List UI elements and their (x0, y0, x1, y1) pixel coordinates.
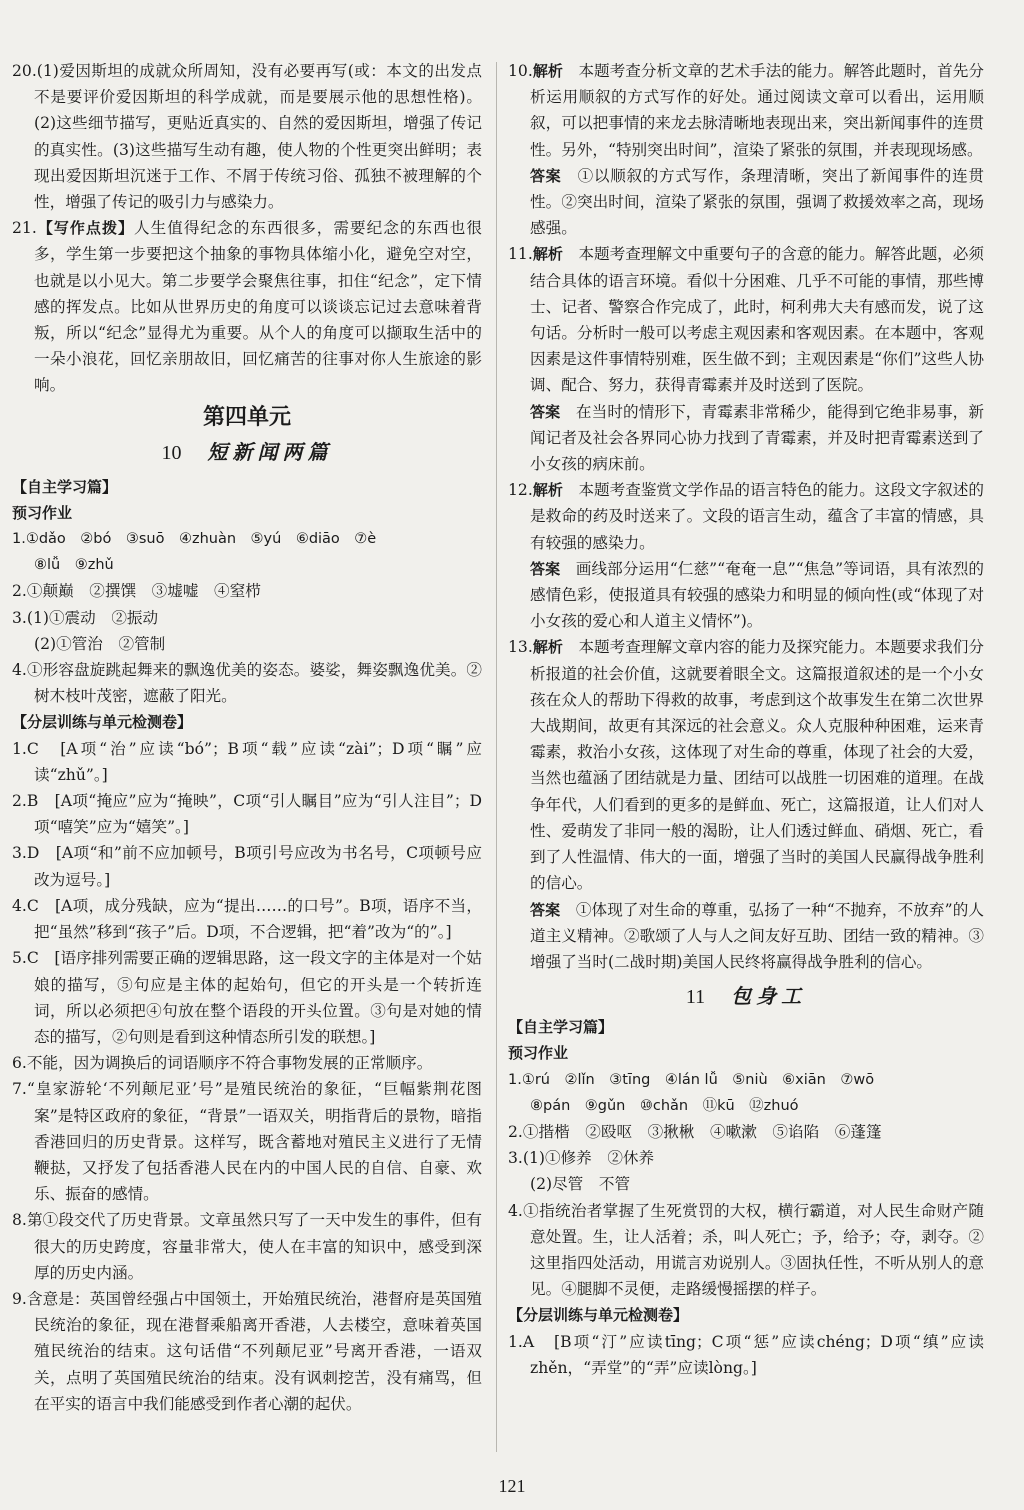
answer-12-analysis (508, 477, 984, 556)
preview-1-line-2: ⑧pán ⑨gǔn ⑩chǎn ⑪kū ⑫zhuó (530, 1097, 799, 1114)
answer-13-analysis (508, 634, 984, 896)
preview-1-line-2: ⑧lǚ ⑨zhǔ (34, 557, 114, 574)
answer-11-key-text: 在当时的情形下，青霉素非常稀少，能得到它绝非易事，新闻记者及社会各界同心协力找到了青霉素，并及时把青霉素送到了小女孩的病床前。 (530, 402, 984, 474)
lesson-11-title (508, 979, 984, 1014)
analysis-label: 解析 (532, 245, 563, 264)
answer-21-text: 人生值得纪念的东西很多，需要纪念的东西也很多，学生第一步要把这个抽象的事物具体缩小化，避免空对空，也就是以小见大。第二步要学会聚焦往事，扣住“纪念”，定下情感的挥发点。比如从世界历史的角度可以谈谈忘记过去意味着背叛，所以“纪念”显得尤为重要。从个人的角度可以撷取生活中的一朵小浪花，回忆亲朋故旧，回忆痛苦的往事对你人生旅途的影响。 (34, 219, 482, 395)
preview-2: 2.①颠巅 ②撰馔 ③墟嘘 ④窒栉 (12, 582, 261, 601)
subsection-preview: 预习作业 (508, 1044, 569, 1063)
preview-1-line-1: 1.①rú ②lǐn ③tīng ④lán lǚ ⑤niù ⑥xiān ⑦wō (508, 1071, 875, 1088)
left-column (12, 58, 482, 1417)
answer-20: 20.(1)爱因斯坦的成就众所周知，没有必要再写(或：本文的出发点不是要评价爱因斯坦的科学成就，而是要展示他的思想性格)。(2)这些细节描写，更贴近真实的、自然的爱因斯坦，增强了传记的真实性。(3)这些描写生动有趣，使人物的个性更突出鲜明；表现出爱因斯坦沉迷于工作、不屑于传统习俗、孤独不被理解的个性，增强了传记的吸引力与感染力。 (12, 62, 482, 212)
lesson-number: 10 (161, 441, 182, 464)
preview-2: 2.①揩楷 ②殴呕 ③揪楸 ④嗽漱 ⑤谄陷 ⑥蓬篷 (508, 1122, 882, 1141)
section-self-study: 【自主学习篇】 (508, 1018, 614, 1037)
train-7: 7.“皇家游轮‘不列颠尼亚’号”是殖民统治的象征，“巨幅紫荆花图案”是特区政府的象征，“背景”一语双关，明指背后的景物，暗指香港回归的历史背景。这样写，既含蓄地对殖民主义进行了无情鞭挞，又抒发了包括香港人民在内的中国人民的自信、自豪、欢乐、振奋的感情。 (12, 1080, 482, 1204)
answer-10-text: 本题考查分析文章的艺术手法的能力。解答此题时，首先分析运用顺叙的方式写作的好处。通过阅读文章可以看出，运用顺叙，可以把事情的来龙去脉清晰地表现出来，突出新闻事件的连贯性。另外，“特别突出时间”，渲染了紧张的氛围，并表现现场感。 (530, 62, 984, 159)
subsection-preview: 预习作业 (12, 503, 73, 522)
answer-11-number: 11. (508, 245, 533, 264)
preview-3-line-1: 3.(1)①震动 ②振动 (12, 608, 159, 627)
preview-4: 4.①形容盘旋跳起舞来的飘逸优美的姿态。婆娑，舞姿飘逸优美。②树木枝叶茂密，遮蔽了阳光。 (12, 661, 482, 706)
answer-11-analysis (508, 241, 984, 398)
answer-11-key (508, 399, 984, 478)
answer-label: 答案 (530, 900, 561, 919)
answer-11-text: 本题考查理解文中重要句子的含意的能力。解答此题，必须结合具体的语言环境。看似十分困难、几乎不可能的事情，那些博士、记者、警察合作完成了，此时，柯利弗大夫有感而发，说了这句话。分析时一般可以考虑主观因素和客观因素。在本题中，客观因素是这件事情特别难，医生做不到；主观因素是“你们”这些人协调、配合、努力，获得青霉素并及时送到了医院。 (530, 245, 984, 395)
section-layered-training: 【分层训练与单元检测卷】 (12, 713, 193, 732)
answer-12-text: 本题考查鉴赏文学作品的语言特色的能力。这段文字叙述的是救命的药及时送来了。文段的语言生动，蕴含了丰富的情感，具有较强的感染力。 (530, 481, 984, 552)
train-6: 6.不能，因为调换后的词语顺序不符合事物发展的正常顺序。 (12, 1054, 433, 1073)
train-8: 8.第①段交代了历史背景。文章虽然只写了一天中发生的事件，但有很大的历史跨度，容量非常大，使人在丰富的知识中，感受到深厚的历史内涵。 (12, 1211, 482, 1282)
unit-title: 第四单元 (202, 404, 291, 430)
right-column (508, 58, 984, 1381)
answer-13-number: 13. (508, 638, 533, 657)
train-1: 1.A [B项“汀”应读tīng；C项“惩”应读chéng；D项“缜”应读zhěn，“弄堂”的“弄”应读lòng。] (508, 1332, 984, 1377)
lesson-name: 包身工 (731, 984, 807, 1009)
column-divider (496, 62, 497, 1452)
answer-12-number: 12. (508, 481, 533, 500)
answer-label: 答案 (530, 402, 561, 421)
answer-13-text: 本题考查理解文章内容的能力及探究能力。本题要求我们分析报道的社会价值，这就要着眼全文。这篇报道叙述的是一个小女孩在众人的帮助下得救的故事，考虑到这个故事发生在第二次世界大战期间，故更有其深远的社会意义。众人克服种种困难，运来青霉素，救治小女孩，这体现了对生命的尊重，体现了社会的大爱，当然也蕴涵了团结就是力量、团结可以战胜一切困难的道理。在战争年代，人们看到的更多的是鲜血、死亡，这篇报道，让人们对人性、爱萌发了非同一般的渴盼，让人们透过鲜血、硝烟、死亡，看到了人性温情、伟大的一面，增强了当时的美国人民赢得战争胜利的信心。 (530, 638, 984, 893)
analysis-label: 解析 (532, 62, 563, 80)
answer-10-analysis (508, 58, 984, 163)
train-5: 5.C [语序排列需要正确的逻辑思路，这一段文字的主体是对一个姑娘的描写，⑤句应是主体的起始句，但它的开头是一个转折连词，所以必须把④句放在整个语段的开头位置。③句是对她的情态的描写，②句则是看到这种情态所引发的联想。] (12, 949, 482, 1046)
train-9: 9.含意是：英国曾经强占中国领土，开始殖民统治，港督府是英国殖民统治的象征，现在港督乘船离开香港，人去楼空，意味着英国殖民统治的结束。这句话借“不列颠尼亚”号离开香港，一语双关，点明了英国殖民统治的结束。没有讽刺挖苦，没有痛骂，但在平实的语言中我们能感受到作者心潮的起伏。 (12, 1289, 482, 1413)
preview-3-line-2: (2)尽管 不管 (530, 1175, 631, 1194)
lesson-number: 11 (685, 986, 706, 1009)
train-4: 4.C [A项，成分残缺，应为“提出……的口号”。B项，语序不当，把“虽然”移到“孩子”后。D项，不合逻辑，把“着”改为“的”。] (12, 896, 482, 942)
answer-13-key-text: ①体现了对生命的尊重，弘扬了一种“不抛弃，不放弃”的人道主义精神。②歌颂了人与人之间友好互助、团结一致的精神。③增强了当时(二战时期)美国人民终将赢得战争胜利的信心。 (530, 900, 984, 971)
section-self-study: 【自主学习篇】 (12, 477, 118, 496)
answer-label: 答案 (530, 559, 561, 578)
train-2: 2.B [A项“掩应”应为“掩映”，C项“引人瞩目”应为“引人注目”；D项“嘻笑”应为“嬉笑”。] (12, 792, 482, 837)
writing-tip-tag: 【写作点拨】 (36, 219, 134, 238)
answer-10-number: 10. (508, 62, 533, 80)
answer-label: 答案 (530, 166, 562, 185)
page-number: 121 (498, 1476, 526, 1496)
analysis-label: 解析 (532, 481, 563, 500)
section-layered-training: 【分层训练与单元检测卷】 (508, 1306, 689, 1325)
answer-12-key-text: 画线部分运用“仁慈”“奄奄一息”“焦急”等词语，具有浓烈的感情色彩，使报道具有较强的感染力和明显的倾向性(或“体现了对小女孩的爱心和人道主义情怀”)。 (530, 559, 984, 631)
lesson-name: 短新闻两篇 (207, 439, 333, 464)
answer-13-key (508, 897, 984, 976)
preview-1-line-1: 1.①dǎo ②bó ③suō ④zhuàn ⑤yú ⑥diāo ⑦è (12, 531, 377, 548)
preview-3-line-2: (2)①管治 ②管制 (34, 634, 166, 653)
answer-21 (12, 215, 482, 398)
answer-12-key (508, 556, 984, 635)
answer-10-key-text: ①以顺叙的方式写作，条理清晰，突出了新闻事件的连贯性。②突出时间，渲染了紧张的氛围，强调了救援效率之高，现场感强。 (530, 166, 984, 238)
answer-10-key (508, 163, 984, 242)
train-3: 3.D [A项“和”前不应加顿号，B项引号应改为书名号，C项顿号应改为逗号。] (12, 844, 482, 889)
preview-4: 4.①指统治者掌握了生死赏罚的大权，横行霸道，对人民生命财产随意处置。生，让人活着；杀，叫人死亡；予，给予；夺，剥夺。②这里指四处活动，用谎言劝说别人。③固执任性，不听从别人的意见。④腿脚不灵便，走路缓慢摇摆的样子。 (508, 1201, 984, 1299)
answer-21-number: 21. (12, 219, 37, 238)
train-1: 1.C [A项“治”应读“bó”；B项“载”应读“zài”；D项“瞩”应读“zhǔ”。] (12, 739, 482, 784)
preview-3-line-1: 3.(1)①修养 ②休养 (508, 1149, 655, 1168)
lesson-10-title (12, 435, 482, 470)
analysis-label: 解析 (532, 638, 563, 657)
